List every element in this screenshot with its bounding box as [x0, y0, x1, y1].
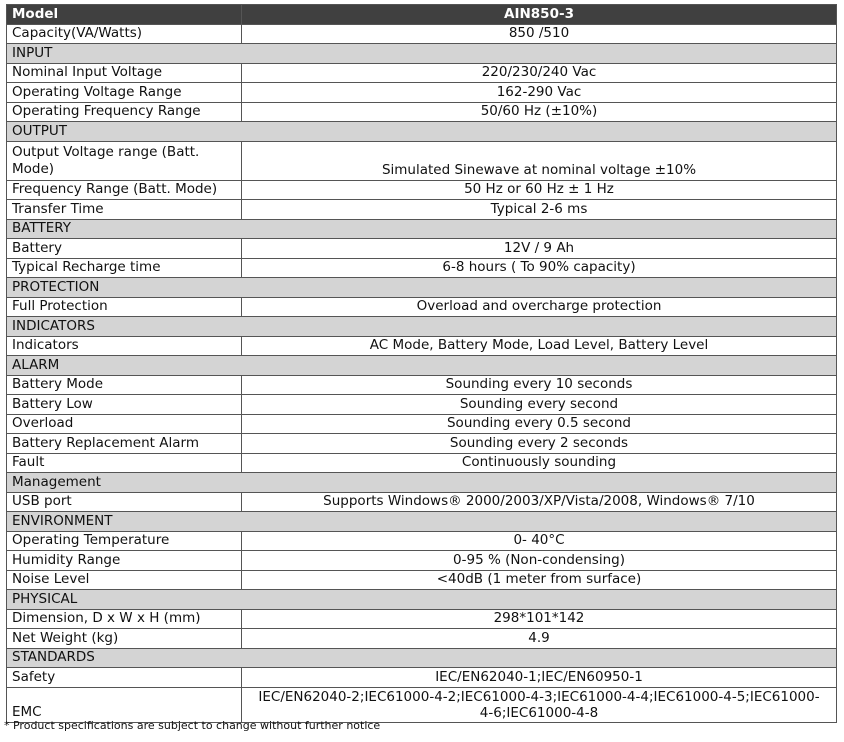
spec-label: Battery — [7, 239, 242, 259]
section-title: OUTPUT — [7, 122, 837, 142]
spec-row — [7, 375, 837, 395]
spec-value: 298*101*142 — [242, 609, 837, 629]
spec-row — [7, 434, 837, 454]
model-label: Model — [7, 5, 242, 25]
spec-value: <40dB (1 meter from surface) — [242, 570, 837, 590]
spec-label: Net Weight (kg) — [7, 629, 242, 649]
spec-value: 50 Hz or 60 Hz ± 1 Hz — [242, 180, 837, 200]
spec-value: 4.9 — [242, 629, 837, 649]
spec-value: Simulated Sinewave at nominal voltage ±10% — [242, 141, 837, 180]
spec-value: 850 /510 — [242, 24, 837, 44]
spec-label: Transfer Time — [7, 200, 242, 220]
spec-value: IEC/EN62040-2;IEC61000-4-2;IEC61000-4-3;IEC61000-4-4;IEC61000-4-5;IEC61000-4-6;IEC61000-4-8 — [242, 687, 837, 722]
spec-row — [7, 102, 837, 122]
spec-row — [7, 609, 837, 629]
spec-row — [7, 258, 837, 278]
model-header-row — [7, 5, 837, 25]
spec-label: Battery Low — [7, 395, 242, 415]
spec-label: Safety — [7, 668, 242, 688]
section-header-row — [7, 590, 837, 610]
spec-label: Full Protection — [7, 297, 242, 317]
spec-row — [7, 336, 837, 356]
spec-label: Nominal Input Voltage — [7, 63, 242, 83]
spec-value: 50/60 Hz (±10%) — [242, 102, 837, 122]
spec-row — [7, 24, 837, 44]
spec-value: AC Mode, Battery Mode, Load Level, Battery Level — [242, 336, 837, 356]
spec-value: 0- 40°C — [242, 531, 837, 551]
section-header-row — [7, 317, 837, 337]
spec-value: Sounding every 0.5 second — [242, 414, 837, 434]
spec-value: 12V / 9 Ah — [242, 239, 837, 259]
spec-value: Overload and overcharge protection — [242, 297, 837, 317]
spec-label: Output Voltage range (Batt. Mode) — [7, 141, 242, 180]
section-title: PHYSICAL — [7, 590, 837, 610]
model-value: AIN850-3 — [242, 5, 837, 25]
spec-label: Battery Replacement Alarm — [7, 434, 242, 454]
spec-label: Operating Temperature — [7, 531, 242, 551]
spec-value: Sounding every 2 seconds — [242, 434, 837, 454]
spec-row — [7, 570, 837, 590]
section-title: INPUT — [7, 44, 837, 64]
spec-row — [7, 141, 837, 180]
spec-label: Capacity(VA/Watts) — [7, 24, 242, 44]
spec-label: Battery Mode — [7, 375, 242, 395]
spec-value: 6-8 hours ( To 90% capacity) — [242, 258, 837, 278]
spec-row — [7, 414, 837, 434]
spec-row — [7, 453, 837, 473]
spec-label: Operating Frequency Range — [7, 102, 242, 122]
spec-label: Indicators — [7, 336, 242, 356]
section-header-row — [7, 219, 837, 239]
section-header-row — [7, 356, 837, 376]
spec-row — [7, 63, 837, 83]
spec-row — [7, 668, 837, 688]
footnote: * Product specifications are subject to change without further notice — [4, 719, 381, 732]
spec-table — [6, 4, 837, 723]
spec-label: Overload — [7, 414, 242, 434]
section-header-row — [7, 648, 837, 668]
spec-value: 162-290 Vac — [242, 83, 837, 103]
spec-label: Typical Recharge time — [7, 258, 242, 278]
section-header-row — [7, 512, 837, 532]
spec-value: IEC/EN62040-1;IEC/EN60950-1 — [242, 668, 837, 688]
section-title: PROTECTION — [7, 278, 837, 298]
spec-label: EMC — [7, 687, 242, 722]
section-title: ALARM — [7, 356, 837, 376]
section-header-row — [7, 278, 837, 298]
spec-row — [7, 551, 837, 571]
spec-label: Dimension, D x W x H (mm) — [7, 609, 242, 629]
section-title: Management — [7, 473, 837, 493]
spec-row — [7, 83, 837, 103]
section-title: INDICATORS — [7, 317, 837, 337]
spec-value: 220/230/240 Vac — [242, 63, 837, 83]
spec-row — [7, 492, 837, 512]
section-header-row — [7, 44, 837, 64]
spec-row — [7, 180, 837, 200]
spec-row — [7, 395, 837, 415]
spec-row — [7, 687, 837, 722]
spec-row — [7, 629, 837, 649]
spec-value: Continuously sounding — [242, 453, 837, 473]
spec-label: Fault — [7, 453, 242, 473]
section-title: ENVIRONMENT — [7, 512, 837, 532]
spec-table-body — [7, 5, 837, 723]
spec-label: Humidity Range — [7, 551, 242, 571]
spec-row — [7, 239, 837, 259]
spec-row — [7, 297, 837, 317]
spec-value: 0-95 % (Non-condensing) — [242, 551, 837, 571]
spec-label: Noise Level — [7, 570, 242, 590]
spec-label: USB port — [7, 492, 242, 512]
spec-value: Sounding every second — [242, 395, 837, 415]
section-header-row — [7, 473, 837, 493]
spec-value: Supports Windows® 2000/2003/XP/Vista/2008, Windows® 7/10 — [242, 492, 837, 512]
spec-label: Operating Voltage Range — [7, 83, 242, 103]
spec-row — [7, 200, 837, 220]
spec-label: Frequency Range (Batt. Mode) — [7, 180, 242, 200]
spec-row — [7, 531, 837, 551]
spec-value: Sounding every 10 seconds — [242, 375, 837, 395]
spec-value: Typical 2-6 ms — [242, 200, 837, 220]
section-header-row — [7, 122, 837, 142]
section-title: BATTERY — [7, 219, 837, 239]
section-title: STANDARDS — [7, 648, 837, 668]
